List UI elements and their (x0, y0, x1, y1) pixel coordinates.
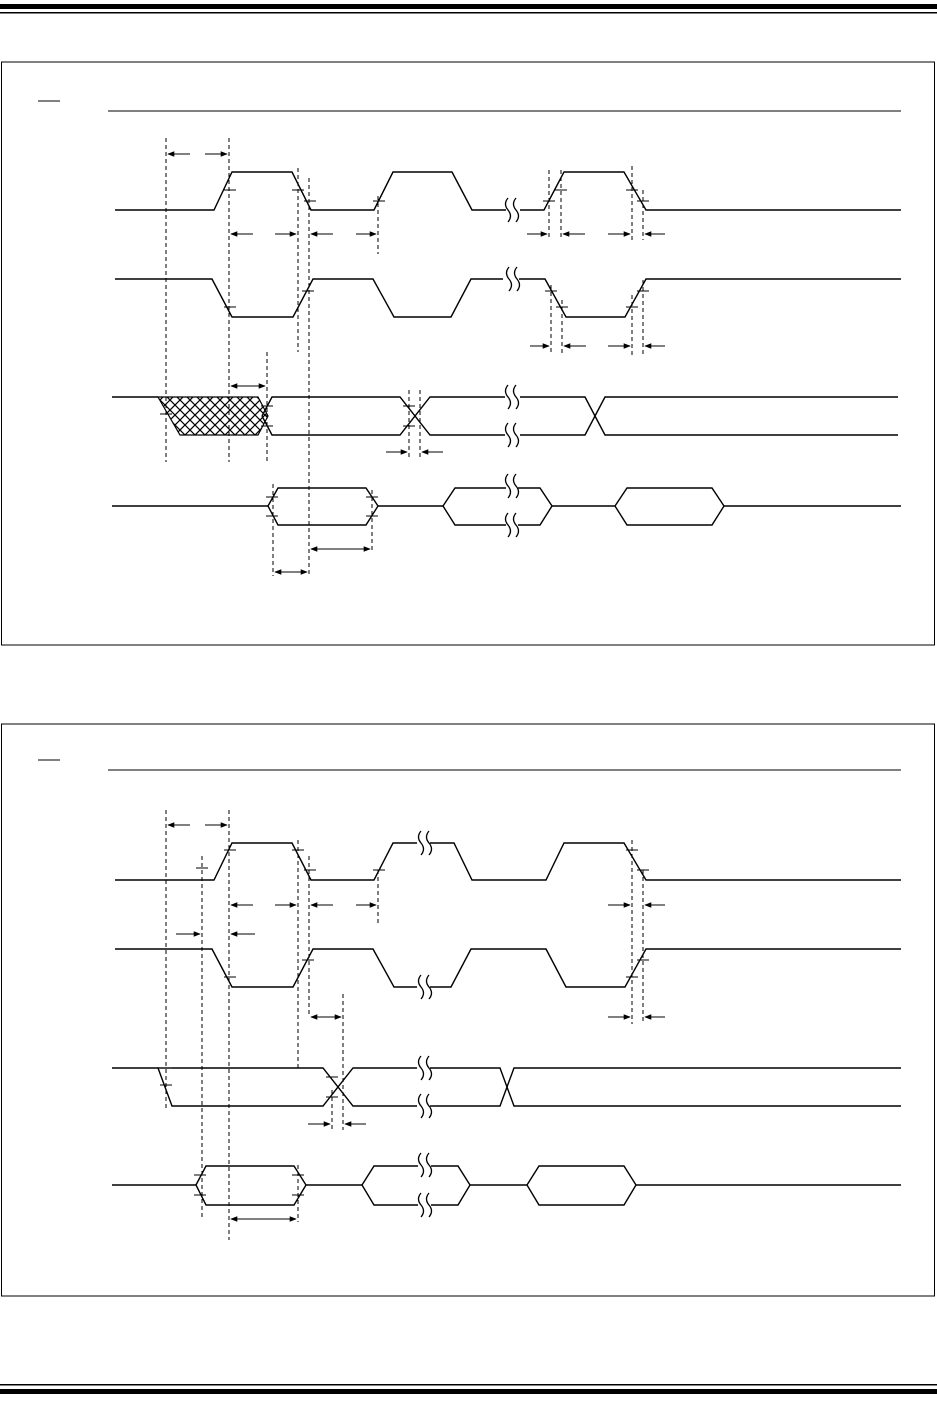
figure-1 (2, 62, 935, 645)
figure-1-timing-arrows (168, 154, 665, 572)
figure-1-signal-4 (112, 474, 901, 537)
figure-2-frame (2, 724, 935, 1296)
figure-2-reference-lines (166, 810, 643, 1240)
figure-1-signal-3 (112, 385, 898, 447)
figure-2-timing-arrows (168, 825, 665, 1219)
footer-rule (0, 1384, 937, 1394)
figure-2-signal-3 (112, 1056, 901, 1118)
figure-2-signal-1 (115, 831, 901, 880)
header-rule (0, 4, 937, 14)
figure-2-signal-4 (112, 1153, 901, 1217)
figure-1-signal-2 (115, 267, 901, 317)
figure-1-reference-lines (166, 138, 643, 576)
figure-2 (2, 724, 935, 1296)
figure-1-frame (2, 62, 935, 645)
figure-1-signal-1 (115, 172, 901, 222)
invalid-data-hatch (158, 397, 268, 435)
figure-2-signal-2 (115, 949, 901, 999)
